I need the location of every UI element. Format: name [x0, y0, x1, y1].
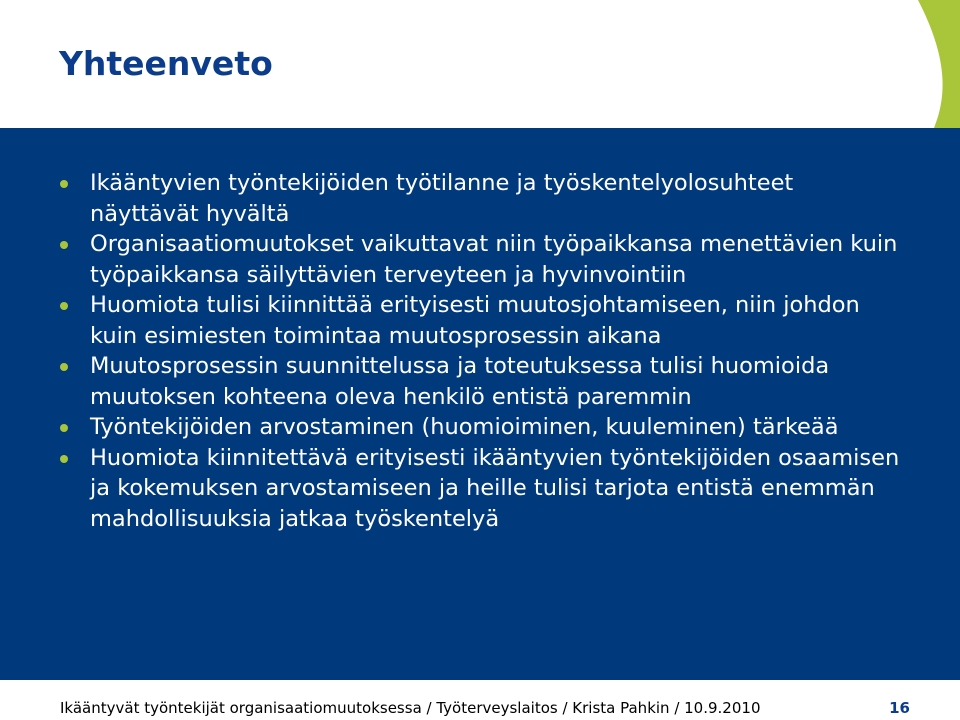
bullet-dot-icon	[60, 424, 68, 432]
bullet-dot-icon	[60, 180, 68, 188]
bullet-text: Muutosprosessin suunnittelussa ja toteutuksessa tulisi huomioida muutoksen kohteena oleva henkilö entistä paremmin	[90, 353, 830, 410]
bullet-dot-icon	[60, 363, 68, 371]
bullet-dot-icon	[60, 455, 68, 463]
bullet-text: Huomiota kiinnitettävä erityisesti ikääntyvien työntekijöiden osaamisen ja kokemuksen arvostamiseen ja heille tulisi tarjota entistä enemmän mahdollisuuksia jatkaa työskentelyä	[90, 444, 900, 532]
bullet-item	[56, 229, 906, 290]
bullet-dot-icon	[60, 302, 68, 310]
bullet-item	[56, 412, 906, 443]
page-title: Yhteenveto	[59, 44, 273, 83]
footer-text: Ikääntyvät työntekijät organisaatiomuutoksessa / Työterveyslaitos / Krista Pahkin / 10.9.2010	[60, 699, 761, 717]
bullet-text: Huomiota tulisi kiinnittää erityisesti muutosjohtamiseen, niin johdon kuin esimiesten toimintaa muutosprosessin aikana	[90, 292, 860, 349]
bullet-dot-icon	[60, 241, 68, 249]
page-number: 16	[889, 699, 910, 717]
bullet-item	[56, 443, 906, 535]
bullet-item	[56, 168, 906, 229]
bullet-list	[56, 168, 906, 534]
bullet-item	[56, 290, 906, 351]
bullet-text: Ikääntyvien työntekijöiden työtilanne ja työskentelyolosuhteet näyttävät hyvältä	[90, 170, 794, 227]
bullet-item	[56, 351, 906, 412]
bullet-text: Työntekijöiden arvostaminen (huomioiminen, kuuleminen) tärkeää	[90, 414, 839, 440]
slide-content	[0, 128, 960, 680]
slide-header	[0, 0, 960, 128]
slide-footer	[0, 680, 960, 720]
bullet-text: Organisaatiomuutokset vaikuttavat niin työpaikkansa menettävien kuin työpaikkansa säilyttävien terveyteen ja hyvinvointiin	[90, 231, 898, 288]
